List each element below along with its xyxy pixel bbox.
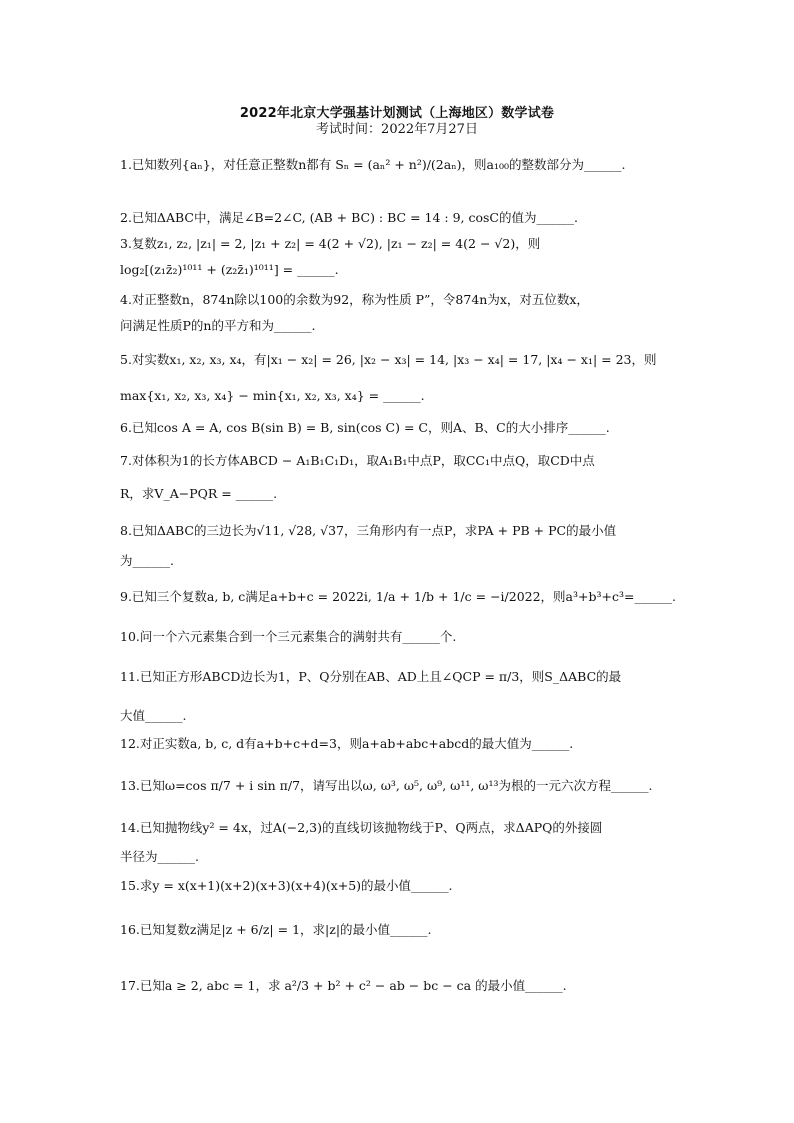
- question-line-q14b: 半径为______.: [120, 849, 199, 864]
- question-line-q8a: 8.已知ΔABC的三边长为√11, √28, √37，三角形内有一点P，求PA + PB + PC的最小值: [120, 523, 617, 538]
- question-line-q12: 12.对正实数a, b, c, d有a+b+c+d=3，则a+ab+abc+abcd的最大值为______.: [120, 736, 574, 751]
- question-line-q7b: R，求V_A−PQR = ______.: [120, 486, 278, 501]
- question-line-q7a: 7.对体积为1的长方体ABCD − A₁B₁C₁D₁，取A₁B₁中点P，取CC₁中点Q，取CD中点: [120, 453, 595, 468]
- question-line-q11a: 11.已知正方形ABCD边长为1，P、Q分别在AB、AD上且∠QCP = π/3，则S_ΔABC的最: [120, 669, 622, 684]
- exam-date: 考试时间：2022年7月27日: [316, 122, 478, 137]
- question-line-q1: 1.已知数列{aₙ}，对任意正整数n都有 Sₙ = (aₙ² + n²)/(2aₙ)，则a₁₀₀的整数部分为______.: [120, 157, 626, 172]
- question-line-q14a: 14.已知抛物线y² = 4x，过A(−2,3)的直线切该抛物线于P、Q两点，求ΔAPQ的外接圆: [120, 820, 603, 835]
- question-line-q9: 9.已知三个复数a, b, c满足a+b+c = 2022i, 1/a + 1/b + 1/c = −i/2022，则a³+b³+c³=______.: [120, 589, 676, 604]
- question-line-q4a: 4.对正整数n，874n除以100的余数为92，称为性质 P”，令874n为x，对五位数x，: [120, 292, 589, 307]
- question-line-q15: 15.求y = x(x+1)(x+2)(x+3)(x+4)(x+5)的最小值______.: [120, 878, 453, 893]
- question-line-q2: 2.已知ΔABC中，满足∠B=2∠C, (AB + BC) : BC = 14 : 9, cosC的值为______.: [120, 210, 578, 225]
- question-line-q5a: 5.对实数x₁, x₂, x₃, x₄，有|x₁ − x₂| = 26, |x₂ − x₃| = 14, |x₃ − x₄| = 17, |x₄ − x₁| = 23，则: [120, 352, 657, 367]
- question-line-q10: 10.问一个六元素集合到一个三元素集合的满射共有______个.: [120, 629, 457, 644]
- question-line-q11b: 大值______.: [120, 708, 187, 723]
- question-line-q3a: 3.复数z₁, z₂, |z₁| = 2, |z₁ + z₂| = 4(2 + √2), |z₁ − z₂| = 4(2 − √2)，则: [120, 236, 541, 251]
- question-line-q16: 16.已知复数z满足|z + 6/z| = 1，求|z|的最小值______.: [120, 922, 432, 937]
- question-line-q4b: 问满足性质P的n的平方和为______.: [120, 318, 316, 333]
- question-line-q3b: log₂[(z₁z̄₂)¹⁰¹¹ + (z₂z̄₁)¹⁰¹¹] = ______.: [120, 262, 339, 277]
- question-line-q13: 13.已知ω=cos π/7 + i sin π/7，请写出以ω, ω³, ω⁵, ω⁹, ω¹¹, ω¹³为根的一元六次方程______.: [120, 778, 653, 793]
- exam-title: 2022年北京大学强基计划测试（上海地区）数学试卷: [239, 106, 555, 121]
- question-line-q8b: 为______.: [120, 553, 174, 568]
- question-line-q5b: max{x₁, x₂, x₃, x₄} − min{x₁, x₂, x₃, x₄} = ______.: [120, 388, 425, 403]
- question-line-q6: 6.已知cos A = A, cos B(sin B) = B, sin(cos C) = C，则A、B、C的大小排序______.: [120, 420, 610, 435]
- question-line-q17: 17.已知a ≥ 2, abc = 1，求 a²/3 + b² + c² − ab − bc − ca 的最小值______.: [120, 978, 567, 993]
